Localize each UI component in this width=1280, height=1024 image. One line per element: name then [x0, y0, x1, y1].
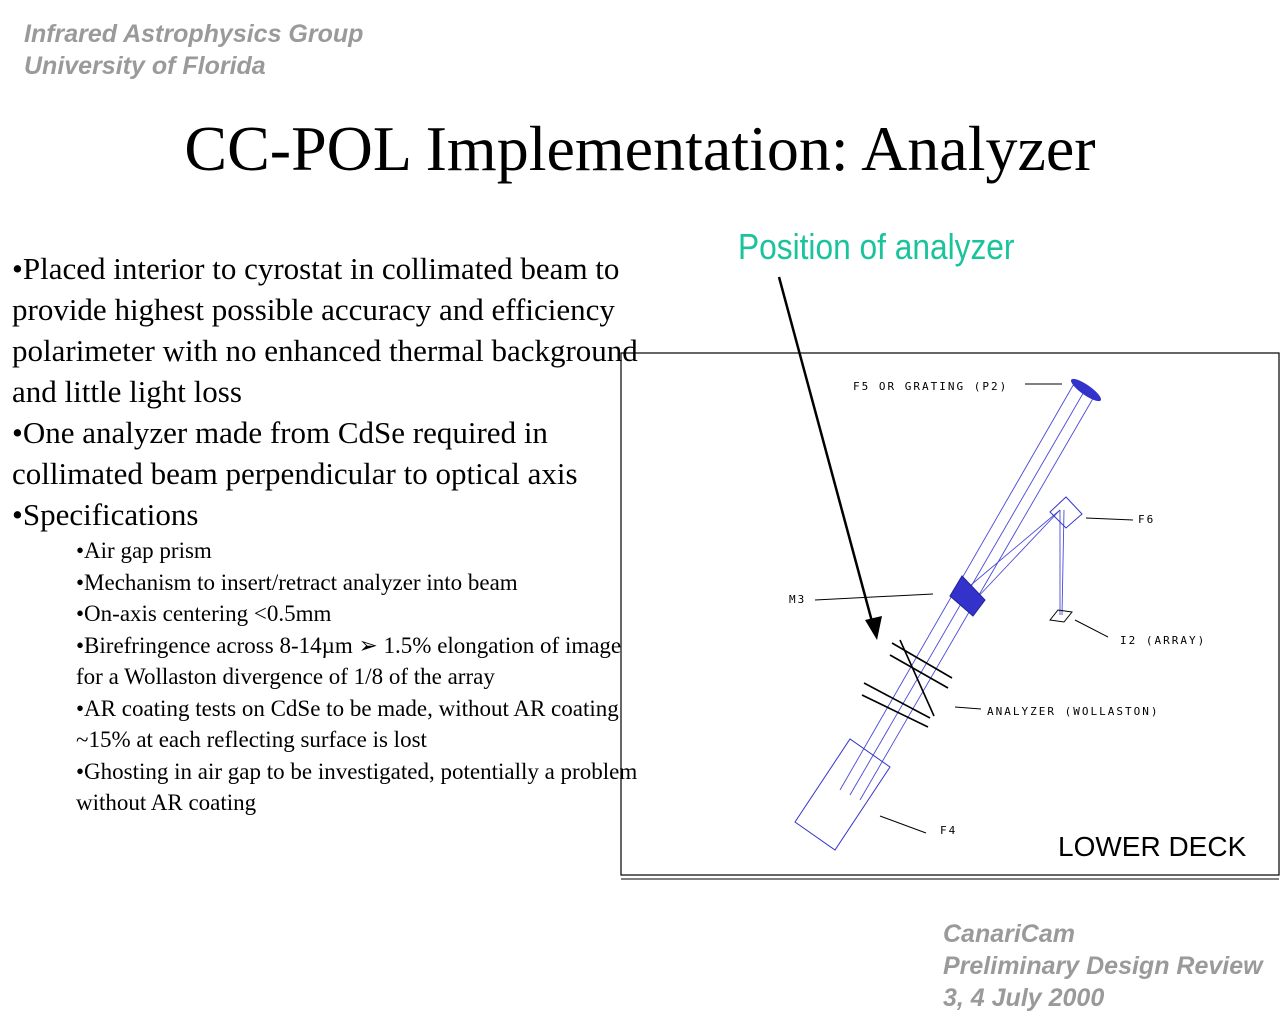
diagram-frame: [621, 353, 1279, 875]
analyzer-wollaston: [862, 640, 952, 727]
label-i2: I2 (ARRAY): [1120, 634, 1207, 647]
lower-deck-label: LOWER DECK: [1058, 831, 1247, 862]
label-m3: M3: [789, 593, 807, 606]
footer-line-3: 3, 4 July 2000: [943, 984, 1105, 1012]
f6-mirror: [1050, 497, 1082, 528]
label-f5: F5 OR GRATING (P2): [853, 380, 1009, 393]
sub-bullet-ar-coating: •AR coating tests on CdSe to be made, without AR coating ~15% at each reflecting surface is lost: [76, 695, 619, 752]
org-line-2: University of Florida: [24, 52, 266, 80]
m3-mirror: [950, 576, 985, 616]
slide-title: CC-POL Implementation: Analyzer: [184, 113, 1096, 184]
analyzer-callout-arrow: [779, 277, 882, 640]
label-f4: F4: [940, 824, 958, 837]
footer-review-info: [943, 918, 1263, 1014]
f5-grating-mirror: [1068, 376, 1103, 405]
bullet-placement: •Placed interior to cyrostat in collimated beam to provide highest possible accuracy and efficiency polarimeter with no enhanced thermal background and little light loss: [12, 251, 638, 409]
analyzer-callout-label: Position of analyzer: [738, 226, 1015, 267]
sub-bullet-air-gap: •Air gap prism: [76, 538, 212, 563]
bullet-analyzer-material: •One analyzer made from CdSe required in collimated beam perpendicular to optical axis: [12, 415, 578, 491]
sub-bullet-centering: •On-axis centering <0.5mm: [76, 601, 332, 626]
sub-bullet-birefringence: •Birefringence across 8-14µm ➢ 1.5% elongation of image for a Wollaston divergence of 1/8 of the array: [76, 632, 622, 689]
footer-line-2: Preliminary Design Review: [943, 952, 1263, 980]
label-f6: F6: [1138, 513, 1156, 526]
f4-box: [795, 739, 890, 850]
sub-bullet-ghosting: •Ghosting in air gap to be investigated, potentially a problem without AR coating: [76, 758, 638, 815]
label-analyzer: ANALYZER (WOLLASTON): [987, 705, 1160, 718]
i2-array: [1050, 610, 1072, 622]
footer-line-1: CanariCam: [943, 920, 1075, 948]
sub-bullet-mechanism: •Mechanism to insert/retract analyzer into beam: [76, 569, 518, 595]
bullet-specifications: •Specifications: [12, 497, 199, 532]
org-line-1: Infrared Astrophysics Group: [24, 20, 364, 48]
